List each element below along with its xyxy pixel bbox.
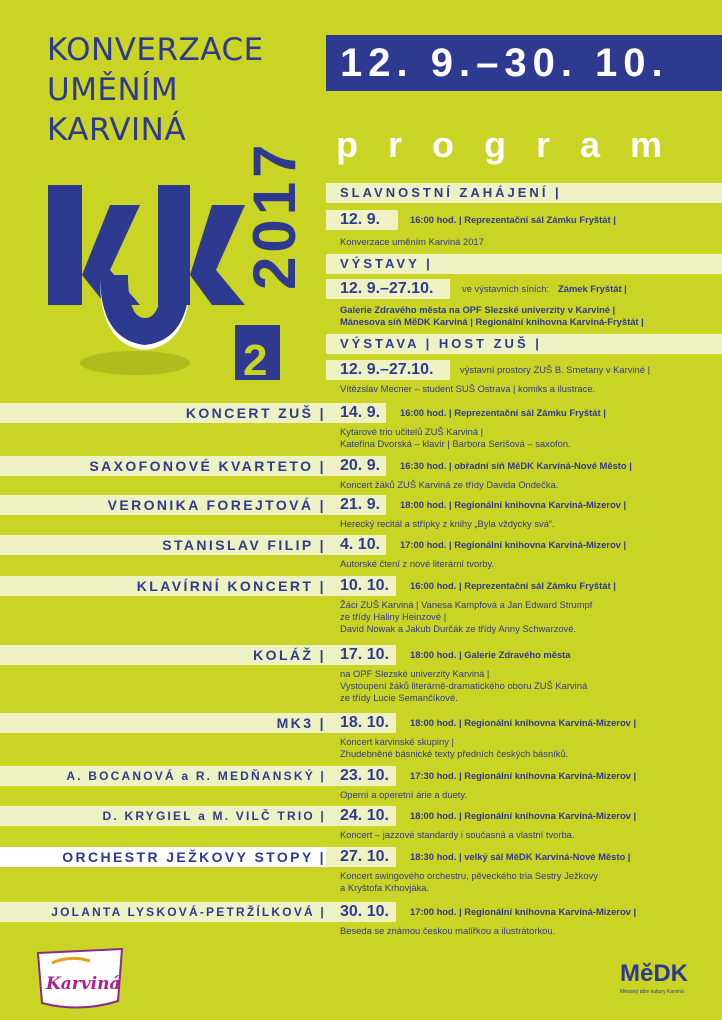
event-date: 17. 10. (326, 645, 396, 665)
event-venue: 16:00 hod. | Reprezentační sál Zámku Fryštát | (410, 580, 616, 591)
event-description: Zhudebněné básnické texty předních českých básníků. (340, 748, 569, 759)
event-date: 4. 10. (326, 535, 386, 555)
event-performer: SAXOFONOVÉ KVARTETO | (89, 458, 326, 474)
event-description: Operní a operetní árie a duety. (340, 789, 467, 800)
event-venue: 18:00 hod. | Galerie Zdravého města (410, 649, 571, 660)
karvina-logo-text: Karviná (46, 974, 121, 994)
event-venue: 18:00 hod. | Regionální knihovna Karviná-Mizerov | (410, 717, 637, 728)
event-date: 12. 9.–27.10. (326, 360, 450, 380)
event-venue: 18:00 hod. | Regionální knihovna Karviná-Mizerov | (410, 810, 637, 821)
title-line: KARVINÁ (47, 112, 187, 148)
event-date: 14. 9. (326, 403, 386, 423)
event-performer: KLAVÍRNÍ KONCERT | (136, 578, 326, 594)
event-date: 23. 10. (326, 766, 396, 786)
event-date: 10. 10. (326, 576, 396, 596)
event-performer: KONCERT ZUŠ | (185, 405, 326, 421)
medk-logo-text: MěDK (620, 960, 689, 987)
event-date: 20. 9. (326, 456, 386, 476)
event-date: 21. 9. (326, 495, 386, 515)
event-description: Kytarové trio učitelů ZUŠ Karviná | (340, 426, 484, 437)
section-heading-exhibitions: VÝSTAVY | (340, 256, 433, 271)
event-description: Mánesova síň MěDK Karviná | Regionální knihovna Karviná-Fryštát | (340, 316, 644, 327)
event-date: 12. 9.–27.10. (326, 279, 450, 299)
event-performer: STANISLAV FILIP | (162, 537, 326, 553)
title-line: KONVERZACE (47, 32, 264, 68)
event-date: 24. 10. (326, 806, 396, 826)
medk-logo-icon (618, 955, 698, 1000)
event-description: Vystoupení žáků literárně-dramatického oboru ZUŠ Karviná (340, 680, 588, 691)
event-venue: Zámek Fryštát | (558, 283, 627, 294)
festival-date-range: 12. 9.–30. 10. (326, 35, 722, 91)
section-heading-opening: SLAVNOSTNÍ ZAHÁJENÍ | (340, 185, 562, 200)
event-description: Koncert swingového orchestru, pěveckého tria Sestry Ježkovy (340, 870, 598, 881)
event-performer: JOLANTA LYSKOVÁ-PETRŽÍLKOVÁ | (51, 905, 326, 919)
event-venue: 16:30 hod. | obřadní síň MěDK Karviná-Nové Město | (400, 460, 632, 471)
event-description: Koncert karvinské skupiny | (340, 736, 454, 747)
event-date: 18. 10. (326, 713, 396, 733)
event-venue: 16:00 hod. | Reprezentační sál Zámku Fryštát | (400, 407, 606, 418)
event-description: Autorské čtení z nové literární tvorby. (340, 558, 495, 569)
festival-title (47, 30, 264, 150)
event-venue-prefix: ve výstavních síních: (462, 283, 550, 294)
event-description: Koncert – jazzové standardy i současná a vlastní tvorba. (340, 829, 575, 840)
event-venue: výstavní prostory ZUŠ B. Smetany v Karviné | (460, 364, 650, 375)
event-venue: 17:00 hod. | Regionální knihovna Karviná-Mizerov | (410, 906, 637, 917)
event-venue: 18:30 hod. | velký sál MěDK Karviná-Nové Město | (410, 851, 631, 862)
event-description: David Nowak a Jakub Durčák ze třídy Anny Schwarzové. (340, 623, 577, 634)
event-date: 30. 10. (326, 902, 396, 922)
medk-caption: Městský dům kultury Karviná (620, 989, 684, 995)
event-description: Konverzace uměním Karviná 2017 (340, 236, 484, 247)
event-description: a Kryštofa Krhovjáka. (340, 882, 430, 893)
logo-number: 2 (243, 336, 268, 385)
event-performer: MK3 | (276, 715, 326, 731)
event-venue: 17:00 hod. | Regionální knihovna Karviná-Mizerov | (400, 539, 627, 550)
title-line: UMĚNÍM (47, 72, 179, 108)
event-description: Žáci ZUŠ Karviná | Vanesa Kampfová a Jan Edward Strumpf (340, 599, 593, 610)
event-description: na OPF Slezské univerzity Karviná | (340, 668, 490, 679)
section-heading-guest: VÝSTAVA | HOST ZUŠ | (340, 336, 542, 351)
event-date: 12. 9. (326, 210, 398, 230)
event-description: ze třídy Lucie Semančíkové. (340, 692, 458, 703)
event-description: Koncert žáků ZUŠ Karviná ze třídy Davida Ondečka. (340, 479, 559, 490)
year-label: 2017 (241, 140, 308, 290)
karvina-city-logo-icon (30, 945, 130, 1015)
kuk-logo-icon (40, 175, 300, 390)
event-date: 27. 10. (326, 847, 396, 867)
event-description: Galerie Zdravého města na OPF Slezské univerzity v Karviné | (340, 304, 616, 315)
event-description: Vítězslav Mecner – student SUŠ Ostrava | komiks a ilustrace. (340, 383, 596, 394)
program-label: program (336, 124, 693, 165)
event-venue: 18:00 hod. | Regionální knihovna Karviná-Mizerov | (400, 499, 627, 510)
event-description: Kateřina Dvorská – klavír | Barbora Serišová – saxofon. (340, 438, 571, 449)
event-venue: 16:00 hod. | Reprezentační sál Zámku Fryštát | (410, 214, 616, 225)
event-performer: ORCHESTR JEŽKOVY STOPY | (62, 849, 326, 865)
event-performer: D. KRYGIEL a M. VILČ TRIO | (102, 809, 326, 823)
event-performer: A. BOCANOVÁ a R. MEDŇANSKÝ | (66, 769, 326, 783)
event-description: Herecký recitál a střípky z knihy „Byla vždycky svá“. (340, 518, 555, 529)
event-description: ze třídy Haliny Heinzové | (340, 611, 447, 622)
event-performer: KOLÁŽ | (253, 647, 326, 663)
event-performer: VERONIKA FOREJTOVÁ | (107, 497, 326, 513)
event-description: Beseda se známou českou malířkou a ilustrátorkou. (340, 925, 556, 936)
event-venue: 17:30 hod. | Regionální knihovna Karviná-Mizerov | (410, 770, 637, 781)
